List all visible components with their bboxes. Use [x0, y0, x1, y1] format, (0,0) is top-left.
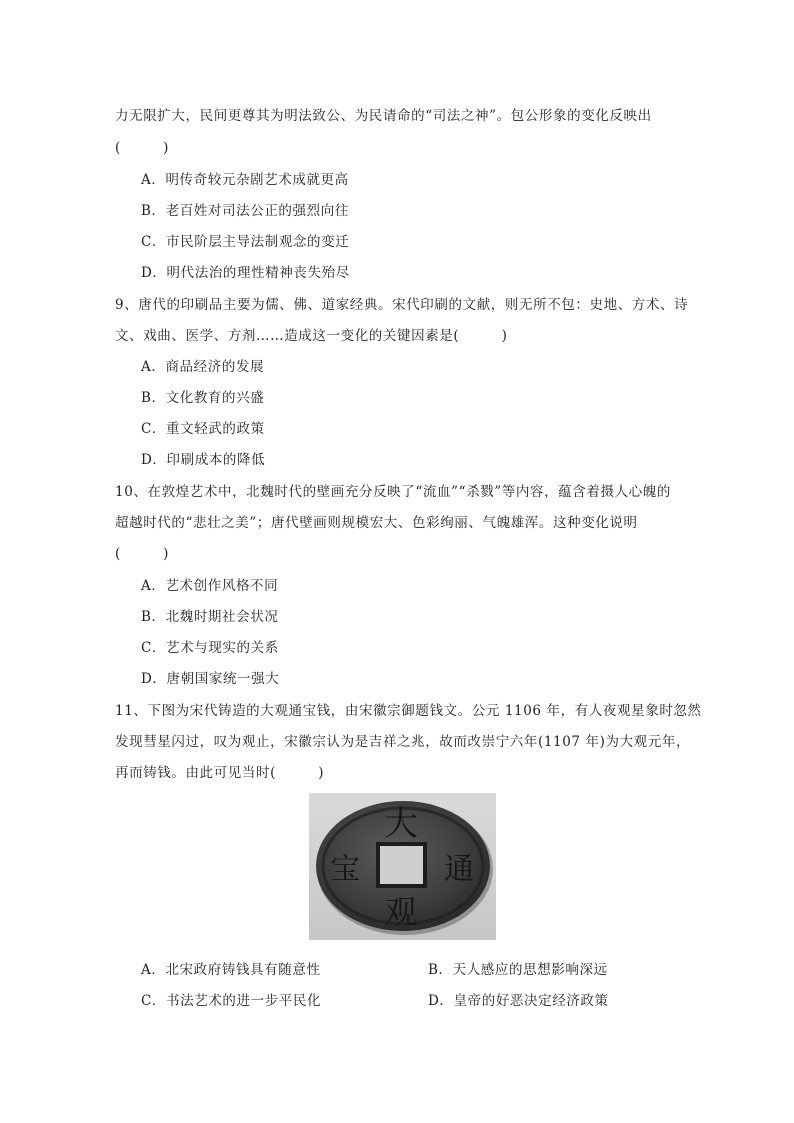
q10-stem-line-2: 超越时代的“悲壮之美”；唐代壁画则规模宏大、色彩绚丽、气魄雄浑。这种变化说明: [115, 515, 638, 531]
coin-char-right: 通: [444, 852, 474, 887]
q9-option-a: A．商品经济的发展: [141, 359, 265, 375]
q8-option-b: B．老百姓对司法公正的强烈向往: [141, 203, 349, 219]
q9-option-d: D．印刷成本的降低: [141, 452, 266, 468]
q11-option-d: D．皇帝的好恶决定经济政策: [428, 993, 609, 1009]
daguan-tongbao-coin-image: [309, 793, 496, 940]
q9-stem-line-1: 9、唐代的印刷品主要为儒、佛、道家经典。宋代印刷的文献，则无所不包：史地、方术、诗: [115, 297, 689, 313]
coin-char-bottom: 观: [384, 893, 418, 931]
q8-stem-line-1: 力无限扩大，民间更尊其为明法致公、为民请命的“司法之神”。包公形象的变化反映出: [115, 108, 652, 124]
q11-stem-line-1: 11、下图为宋代铸造的大观通宝钱，由宋徽宗御题钱文。公元 1106 年，有人夜观星象时忽然: [115, 703, 702, 719]
q11-option-c: C．书法艺术的进一步平民化: [141, 993, 322, 1009]
q9-option-c: C．重文轻武的政策: [141, 421, 265, 437]
q11-option-a: A．北宋政府铸钱具有随意性: [141, 962, 321, 978]
q10-option-d: D．唐朝国家统一强大: [141, 671, 280, 687]
q11-stem-line-2: 发现彗星闪过，叹为观止，宋徽宗认为是吉祥之兆，故而改崇宁六年(1107 年)为大观元年，: [115, 734, 691, 750]
q10-stem-line-1: 10、在敦煌艺术中，北魏时代的壁画充分反映了“流血”“杀戮”等内容，蕴含着摄人心魄的: [115, 484, 671, 500]
q9-stem-line-2: 文、戏曲、医学、方剂……造成这一变化的关键因素是( ): [115, 328, 508, 344]
q10-option-c: C．艺术与现实的关系: [141, 640, 279, 656]
q8-option-c: C．市民阶层主导法制观念的变迁: [141, 234, 350, 250]
coin-char-top: 大: [384, 804, 418, 844]
q11-option-b: B．天人感应的思想影响深远: [428, 962, 608, 978]
q11-stem-line-3: 再而铸钱。由此可见当时( ): [115, 765, 325, 781]
q10-option-b: B．北魏时期社会状况: [141, 609, 279, 625]
q8-option-d: D．明代法治的理性精神丧失殆尽: [141, 265, 350, 281]
q8-answer-blank: ( ): [115, 140, 170, 156]
q10-answer-blank: ( ): [115, 546, 170, 562]
q10-option-a: A．艺术创作风格不同: [141, 578, 279, 594]
q8-option-a: A．明传奇较元杂剧艺术成就更高: [141, 172, 349, 188]
q9-option-b: B．文化教育的兴盛: [141, 390, 265, 406]
coin-char-left: 宝: [330, 852, 360, 887]
coin-illustration: [309, 793, 496, 940]
coin-square-hole: [378, 844, 425, 886]
